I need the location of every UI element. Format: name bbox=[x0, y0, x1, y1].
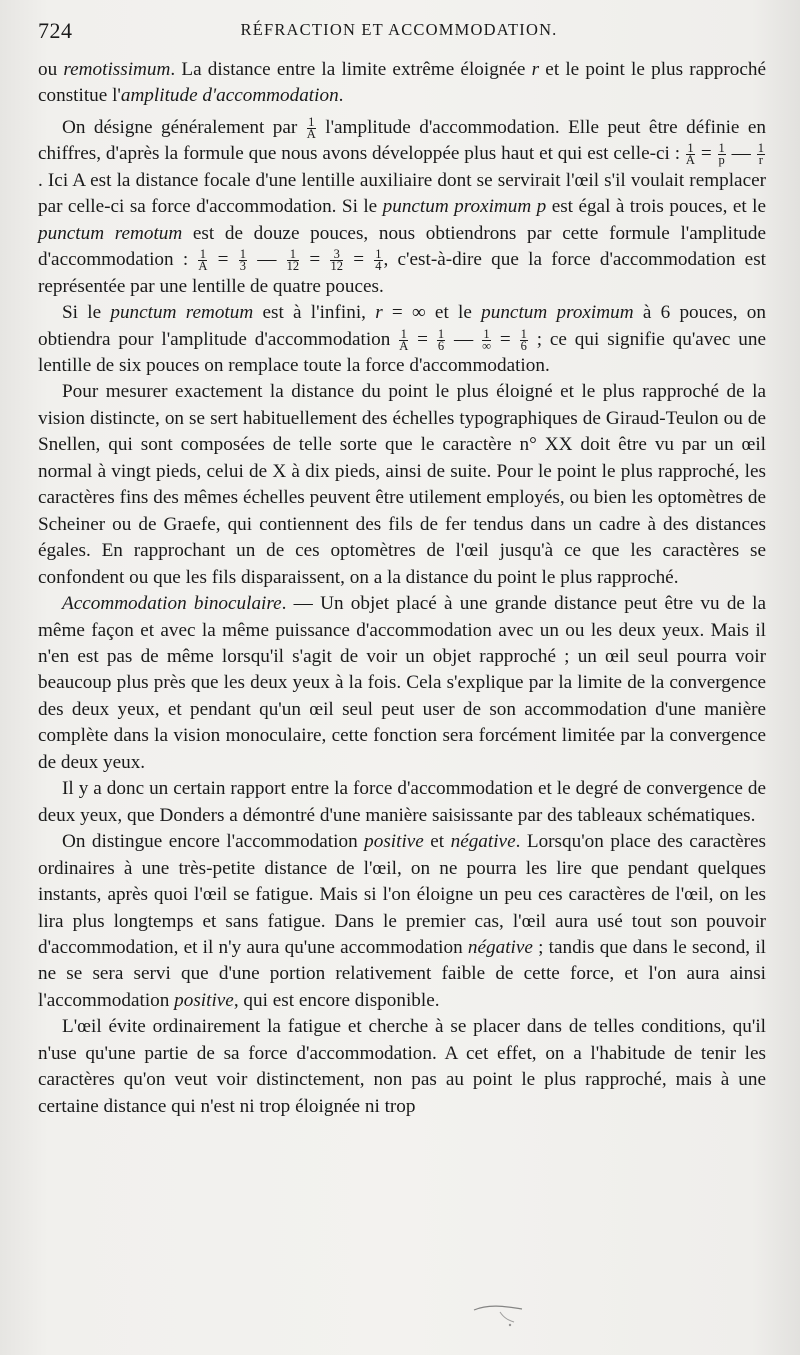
page-number: 724 bbox=[38, 18, 73, 43]
fraction: $\frac{1}{r}$ bbox=[757, 141, 764, 168]
fraction: $\frac{1}{A}$ bbox=[198, 247, 208, 274]
paragraph-3: Si le punctum remotum est à l'infini, r = ∞ et le punctum proximum à 6 pouces, on obtiendra pour l'amplitude d'accommodation $\frac{1}{A}$ = $\frac{1}{6}$ — $\frac{1}{\infty}$ = $\frac{1}{6}$ ; ce qui signifie qu'avec une lentille de six pouces on remplace toute la force d'accommodation. bbox=[38, 302, 766, 376]
ink-smudge bbox=[470, 1300, 540, 1330]
fraction: $\frac{1}{A}$ bbox=[685, 141, 695, 168]
fraction: $\frac{1}{4}$ bbox=[375, 247, 382, 274]
page-header bbox=[38, 18, 760, 48]
fraction: $\frac{1}{6}$ bbox=[437, 326, 445, 353]
paragraph-1: ou remotissimum. La distance entre la limite extrême éloignée r et le point le plus rapproché constitue l'amplitude d'accommodation. bbox=[38, 59, 766, 107]
fraction: $\frac{1}{\infty}$ bbox=[482, 326, 491, 353]
paragraph-4: Pour mesurer exactement la distance du point le plus éloigné et le plus rapproché de la vision distincte, on se sert habituellement des échelles typographiques de Giraud-Teulon ou de Snellen, qui sont composées de telle sorte que le caractère n° XX doit être vu par un œil normal à vingt pieds, celui de X à dix pieds, ainsi de suite. Pour le point le plus rapproché, les caractères fins des mêmes échelles peuvent être utilement employés, ou bien les optomètres de Scheiner ou de Graefe, qui contiennent des fils de fer tendus dans un cadre à des distances égales. En rapprochant un de ces optomètres de l'œil jusqu'à ce que les caractères se confondent ou que les fils disparaissent, on a la distance du point le plus rapproché. bbox=[38, 381, 766, 588]
paragraph-5: Accommodation binoculaire. — Un objet placé à une grande distance peut être vu de la même façon et avec la même puissance d'accommodation avec un ou les deux yeux. Mais il n'en est pas de même lorsqu'il s'agit de voir un objet rapproché ; un œil seul pourra voir beaucoup plus près que les deux yeux à la fois. Cela s'explique par la limite de la convergence des deux yeux, et pendant qu'un œil seul peut user de son accommodation d'une manière complète dans la vision monoculaire, cette fonction sera forcément limitée par la convergence de deux yeux. bbox=[38, 593, 766, 773]
fraction: $\frac{1}{A}$ bbox=[399, 326, 409, 353]
paragraph-6: Il y a donc un certain rapport entre la force d'accommodation et le degré de convergence de deux yeux, que Donders a démontré d'une manière saisissante par des tableaux schématiques. bbox=[38, 778, 766, 826]
running-title: RÉFRACTION ET ACCOMMODATION. bbox=[240, 20, 558, 39]
fraction: $\frac{1}{12}$ bbox=[286, 247, 300, 274]
fraction: $\frac{1}{A}$ bbox=[306, 115, 316, 141]
paragraph-8: L'œil évite ordinairement la fatigue et cherche à se placer dans de telles conditions, qu'il n'use qu'une partie de sa force d'accommodation. A cet effet, on a l'habitude de tenir les caractères qu'on veut voir distinctement, non pas au point le plus rapproché, mais à une certaine distance qui n'est ni trop éloignée ni trop bbox=[38, 1016, 766, 1117]
fraction: $\frac{1}{3}$ bbox=[239, 247, 246, 274]
paragraph-2: On désigne généralement par $\frac{1}{A}$ l'amplitude d'accommodation. Elle peut être définie en chiffres, d'après la formule que nous avons développée plus haut et qui est celle-ci : $\frac{1}{A}$ = $\frac{1}{p}$ — $\frac{1}{r}$ . Ici A est la distance focale d'une lentille auxiliaire dont se servirait l'œil s'il voulait remplacer par celle-ci sa force d'accommodation. Si le punctum proximum p est égal à trois pouces, et le punctum remotum est de douze pouces, nous obtiendrons par cette formule l'amplitude d'accommodation : $\frac{1}{A}$ = $\frac{1}{3}$ — $\frac{1}{12}$ = $\frac{3}{12}$ = $\frac{1}{4}$ , c'est-à-dire que la force d'accommodation est représentée par une lentille de quatre pouces. bbox=[38, 115, 766, 297]
paragraph-7: On distingue encore l'accommodation positive et négative. Lorsqu'on place des caractères ordinaires à une très-petite distance de l'œil, on ne pourra les lire que pendant quelques instants, après quoi l'œil se fatigue. Mais si l'on éloigne un peu ces caractères de l'œil, on les lira plus longtemps et sans fatigue. Dans le premier cas, l'œil aura usé tout son pouvoir d'accommodation, et il n'y aura qu'une accommodation négative ; tandis que dans le second, il ne se sera servi que d'une portion relativement faible de cette force, et l'on aura ainsi l'accommodation positive, qui est encore disponible. bbox=[38, 831, 766, 1011]
fraction: $\frac{3}{12}$ bbox=[330, 247, 343, 274]
body-text bbox=[38, 57, 766, 1120]
fraction: $\frac{1}{p}$ bbox=[718, 141, 725, 168]
fraction: $\frac{1}{6}$ bbox=[520, 326, 527, 353]
